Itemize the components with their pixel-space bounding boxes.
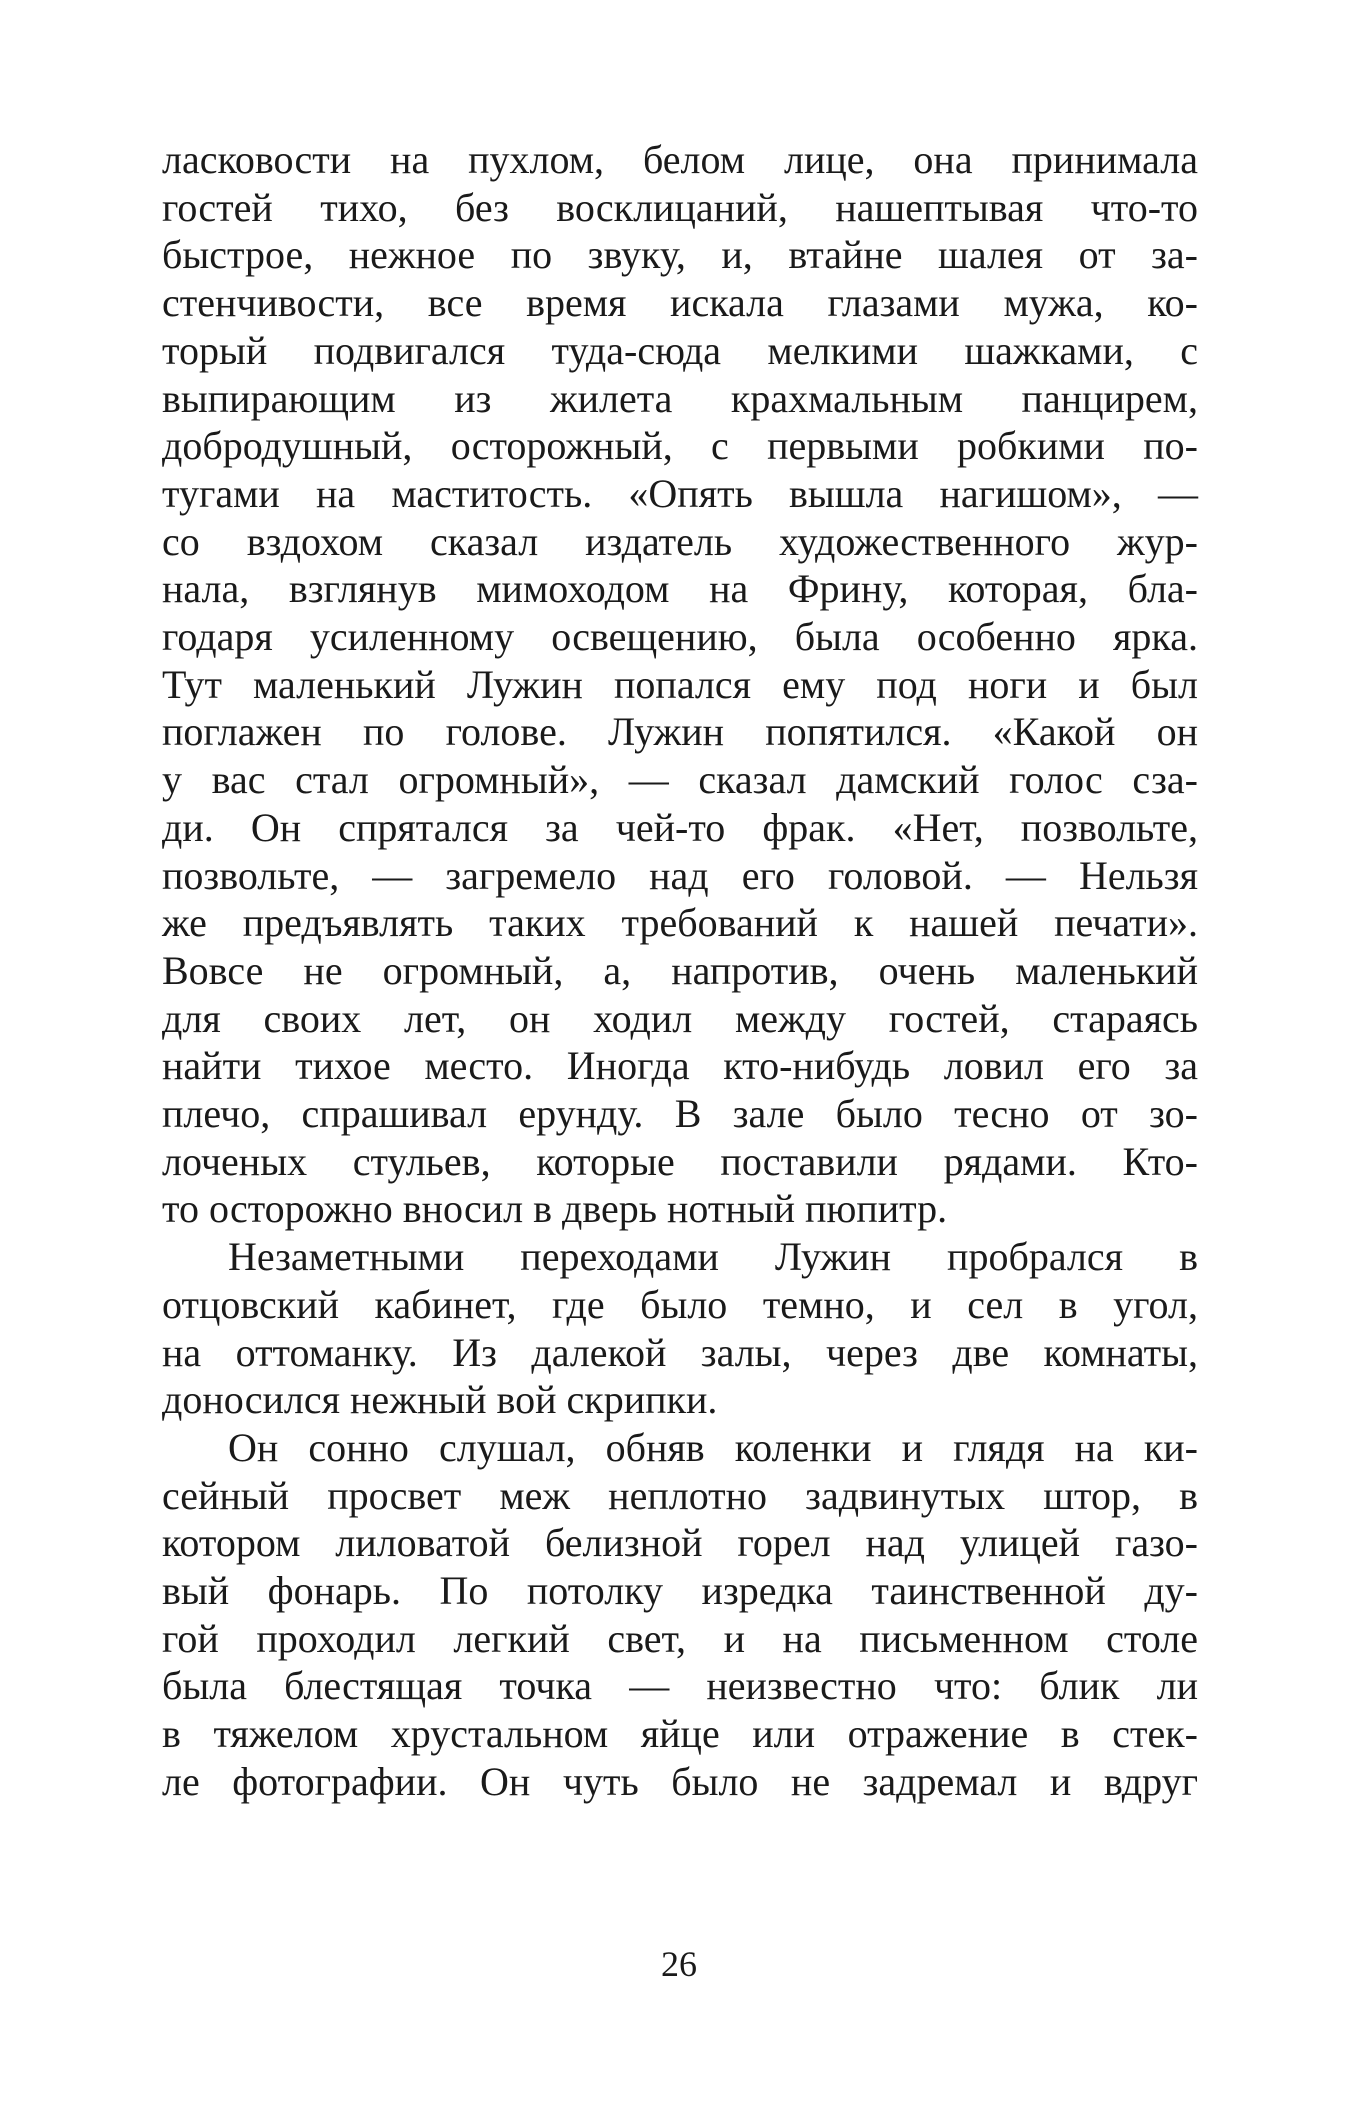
text-line [162, 852, 1198, 900]
line-text: плечо, спрашивал ерунду. В зале было тесно от зо- [162, 1091, 1198, 1136]
text-line [162, 136, 1198, 184]
text-line [162, 661, 1198, 709]
text-line [162, 1615, 1198, 1663]
text-line [162, 231, 1198, 279]
line-text: добродушный, осторожный, с первыми робкими по- [162, 423, 1198, 469]
text-line [162, 1662, 1198, 1710]
line-text: гой проходил легкий свет, и на письменном столе [162, 1615, 1198, 1661]
text-line [162, 279, 1198, 327]
line-text: Незаметными переходами Лужин пробрался в [228, 1234, 1198, 1280]
line-text: то осторожно вносил в дверь нотный пюпитр. [162, 1186, 948, 1232]
line-text: со вздохом сказал издатель художественного жур- [162, 518, 1198, 564]
text-line [162, 995, 1198, 1043]
line-text: у вас стал огромный», — сказал дамский голос сза- [162, 757, 1198, 803]
text-line [162, 470, 1198, 518]
text-line [162, 1710, 1198, 1758]
text-line [162, 1138, 1198, 1186]
line-text: найти тихое место. Иногда кто-нибудь ловил его за [162, 1043, 1198, 1089]
line-text: позвольте, — загремело над его головой. — Нельзя [162, 852, 1198, 898]
text-line [162, 327, 1198, 375]
line-text: доносился нежный вой скрипки. [162, 1377, 718, 1423]
text-line [162, 1567, 1198, 1615]
text-line [162, 1472, 1198, 1520]
text-line [162, 899, 1198, 947]
text-line [162, 1376, 1198, 1424]
line-text: ле фотографии. Он чуть было не задремал и вдруг [162, 1758, 1198, 1804]
text-line [162, 518, 1198, 566]
text-line [162, 756, 1198, 804]
text-line [162, 1758, 1198, 1806]
text-line [162, 708, 1198, 756]
line-text: Вовсе не огромный, а, напротив, очень маленький [162, 947, 1198, 993]
text-line [162, 613, 1198, 661]
line-text: котором лиловатой белизной горел над улицей газо- [162, 1520, 1198, 1566]
line-text: поглажен по голове. Лужин попятился. «Какой он [162, 709, 1198, 755]
line-text: отцовский кабинет, где было темно, и сел в угол, [162, 1281, 1198, 1327]
text-line [162, 1329, 1198, 1377]
text-line [162, 422, 1198, 470]
line-text: стенчивости, все время искала глазами мужа, ко- [162, 280, 1198, 326]
line-text: нала, взглянув мимоходом на Фрину, которая, бла- [162, 566, 1198, 612]
text-line [162, 184, 1198, 232]
line-text: торый подвигался туда-сюда мелкими шажками, с [162, 327, 1198, 373]
line-text: годаря усиленному освещению, была особенно ярка. [162, 614, 1198, 659]
line-text: быстрое, нежное по звуку, и, втайне шалея от за- [162, 232, 1198, 278]
line-text: Он сонно слушал, обняв коленки и глядя на ки- [228, 1424, 1198, 1470]
line-text: на оттоманку. Из далекой залы, через две комнаты, [162, 1329, 1198, 1375]
line-text: же предъявлять таких требований к нашей печати». [162, 900, 1198, 946]
line-text: Тут маленький Лужин попался ему под ноги и был [162, 661, 1198, 707]
text-line [162, 565, 1198, 613]
line-text: тугами на маститость. «Опять вышла нагишом», — [162, 470, 1198, 516]
text-line [162, 1281, 1198, 1329]
text-line [162, 1042, 1198, 1090]
text-line [162, 947, 1198, 995]
line-text: выпирающим из жилета крахмальным панцирем, [162, 375, 1198, 421]
text-line [228, 1233, 1198, 1281]
text-line [228, 1424, 1198, 1472]
text-line [162, 375, 1198, 423]
page-number: 26 [661, 1944, 697, 1984]
line-text: сейный просвет меж неплотно задвинутых штор, в [162, 1472, 1198, 1518]
line-text: гостей тихо, без восклицаний, нашептывая что-то [162, 184, 1198, 230]
line-text: лоченых стульев, которые поставили рядами. Кто- [162, 1138, 1198, 1184]
line-text: для своих лет, он ходил между гостей, стараясь [162, 995, 1198, 1041]
text-line [162, 1090, 1198, 1138]
line-text: ди. Он спрятался за чей-то фрак. «Нет, позвольте, [162, 804, 1198, 850]
text-line [162, 1519, 1198, 1567]
line-text: ласковости на пухлом, белом лице, она принимала [162, 137, 1198, 182]
text-line [162, 1185, 1198, 1233]
text-line [162, 804, 1198, 852]
line-text: была блестящая точка — неизвестно что: блик ли [162, 1663, 1198, 1709]
line-text: в тяжелом хрустальном яйце или отражение в стек- [162, 1711, 1198, 1757]
line-text: вый фонарь. По потолку изредка таинственной ду- [162, 1568, 1198, 1613]
